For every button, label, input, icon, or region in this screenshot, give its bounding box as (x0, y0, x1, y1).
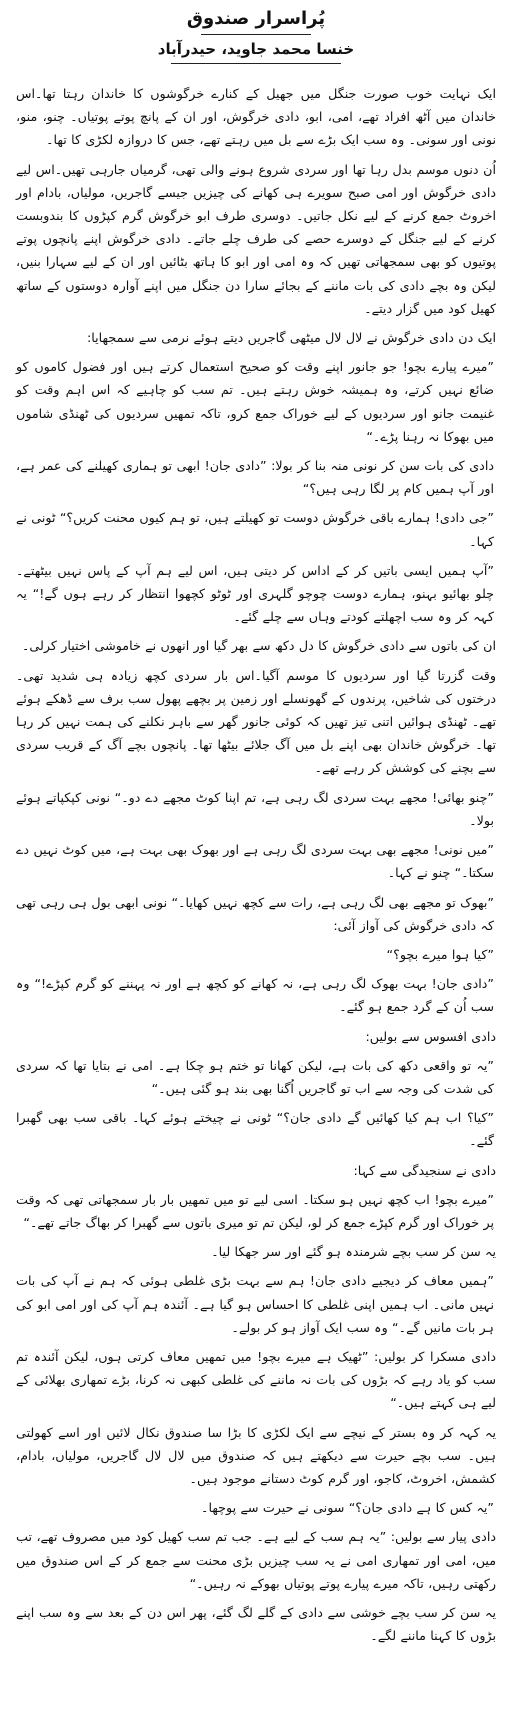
story-paragraph: دادی افسوس سے بولیں: (365, 1028, 496, 1044)
story-paragraph: ”بھوک تو مجھے بھی لگ رہی ہے، رات سے کچھ نہیں کھایا۔“ نونی ابھی بول ہی رہی تھی کہ دادی خرگوش کی آواز آئی: (16, 894, 494, 933)
story-paragraph: ایک نہایت خوب صورت جنگل میں جھیل کے کنارے خرگوشوں کا خاندان رہتا تھا۔اس خاندان میں آٹھ افراد تھے، امی، ابو، دادی خرگوش، اور ان کے پانچ پوتے پوتیاں۔ چنو، منو، نونی اور سونی۔ وہ سب ایک بڑے سے بل میں رہتے تھے، جس کا دروازہ لکڑی کا تھا۔ (16, 86, 496, 148)
story-body (16, 82, 496, 1647)
story-paragraph: ”کیا؟ اب ہم کیا کھائیں گے دادی جان؟“ ٹونی نے چیختے ہوئے کہا۔ باقی سب بھی گھبرا گئے۔ (16, 1110, 494, 1149)
story-paragraph: ”میرے پیارے بچو! جو جانور اپنے وقت کو صحیح استعمال کرتے ہیں اور فضول کاموں کو ضائع نہیں کرتے، وہ ہمیشہ خوش رہتے ہیں۔ تم سب کو چاہیے کہ اس اہم وقت کو غنیمت جانو اور سردیوں کے لیے خوراک جمع کرو، تاکہ تمھیں سردیوں کی ٹھنڈی شاموں میں بھوکا نہ رہنا پڑے۔“ (16, 359, 494, 444)
story-paragraph: اُن دنوں موسم بدل رہا تھا اور سردی شروع ہونے والی تھی، گرمیاں جارہی تھیں۔اس لیے دادی خرگوش اور امی صبح سویرے ہی کھانے کی چیزیں جیسے گاجریں، مولیاں، بادام اور اخروٹ جمع کرنے کے لیے نکل جاتیں۔ دوسری طرف ابو خرگوش گرم کپڑوں کا بندوبست کرنے کے لیے جنگل کے دوسرے حصے کی طرف چلے جاتے۔ دادی خرگوش اپنے پانچوں پوتے پوتیوں کو بھی سمجھاتی تھیں کہ وہ امی اور ابو کا ہاتھ بٹائیں اور ان کے لیے سہارا بنیں، لیکن وہ بچے دادی کی بات ماننے کے بجائے سارا دن جنگل میں اپنے آوارہ دوستوں کے ساتھ کھیل کود میں گزار دیتے۔ (16, 161, 496, 316)
author-line: خنسا محمد جاوید، حیدرآباد (157, 40, 355, 58)
story-paragraph: ”ہمیں معاف کر دیجیے دادی جان! ہم سے بہت بڑی غلطی ہوئی کہ ہم نے آپ کی بات نہیں مانی۔ اب ہمیں اپنی غلطی کا احساس ہو گیا ہے۔ آئندہ ہم آپ کی اور امی ابو کی ہر بات مانیں گے۔“ وہ سب ایک آواز ہو کر بولے۔ (16, 1273, 494, 1335)
story-paragraph: ان کی باتوں سے دادی خرگوش کا دل دکھ سے بھر گیا اور انھوں نے خاموشی اختیار کرلی۔ (21, 638, 496, 654)
story-paragraph: ”دادی جان! بہت بھوک لگ رہی ہے، نہ کھانے کو کچھ ہے اور نہ پہننے کو گرم کپڑے!“ وہ سب اُن کے گرد جمع ہو گئے۔ (16, 976, 494, 1015)
story-paragraph: یہ سن کر سب بچے شرمندہ ہو گئے اور سر جھکا لیا۔ (211, 1244, 496, 1260)
story-paragraph: ”میں نونی! مجھے بھی بہت سردی لگ رہی ہے اور بھوک بھی بہت ہے، میں کوٹ نہیں دے سکتا۔“ چنو نے کہا۔ (16, 842, 494, 881)
story-paragraph: ایک دن دادی خرگوش نے لال لال میٹھی گاجریں دیتے ہوئے نرمی سے سمجھایا: (87, 330, 496, 346)
story-paragraph: یہ کہہ کر وہ بستر کے نیچے سے ایک لکڑی کا بڑا سا صندوق نکال لائیں اور اسے کھولتی ہیں۔ سب بچے حیرت سے دیکھتے ہیں کہ صندوق میں لال لال گاجریں، مولیاں، بادام، کشمش، اخروٹ، کاجو، اور گرم کوٹ دستانے موجود ہیں۔ (16, 1424, 496, 1486)
story-paragraph: دادی کی بات سن کر نونی منہ بنا کر بولا: ”دادی جان! ابھی تو ہماری کھیلنے کی عمر ہے، اور آپ ہمیں کام پر لگا رہی ہیں؟“ (16, 458, 494, 497)
story-paragraph: دادی پیار سے بولیں: ”یہ ہم سب کے لیے ہے۔ جب تم سب کھیل کود میں مصروف تھے، تب میں، امی اور تمھاری امی نے یہ سب چیزیں بڑی محنت سے جمع کر کے اس صندوق میں رکھتی رہیں، تاکہ میرے پیارے پوتے پوتیاں بھوکے نہ رہیں۔“ (16, 1529, 496, 1591)
story-paragraph: ”یہ کس کا ہے دادی جان؟“ سونی نے حیرت سے پوچھا۔ (201, 1500, 494, 1516)
story-paragraph: ”آپ ہمیں ایسی باتیں کر کے اداس کر دیتی ہیں، اس لیے ہم آپ کے پاس نہیں بیٹھتے۔ چلو بھائیو بہنو، ہمارے دوست چوچو گلہری اور ٹوٹو کچھوا انتظار کر رہے ہوں گے!“ یہ کہہ کر وہ سب اچھلتے کودتے وہاں سے چلے گئے۔ (16, 562, 494, 625)
story-paragraph: دادی نے سنجیدگی سے کہا: (353, 1162, 496, 1178)
title-divider (201, 34, 311, 35)
story-paragraph: دادی مسکرا کر بولیں: ”ٹھیک ہے میرے بچو! میں تمھیں معاف کرتی ہوں، لیکن آئندہ تم سب کو یاد رہے کہ بڑوں کی بات نہ ماننے کی غلطی کبھی نہ کرنا، بڑے تمھاری بھلائی کے لیے ہی کہتے ہیں۔“ (16, 1348, 496, 1411)
story-paragraph: ”جی دادی! ہمارے باقی خرگوش دوست تو کھیلتے ہیں، تو ہم کیوں محنت کریں؟“ ٹونی نے کہا۔ (16, 510, 494, 549)
author-divider (171, 63, 341, 64)
story-paragraph: ”میرے بچو! اب کچھ نہیں ہو سکتا۔ اسی لیے تو میں تمھیں بار بار سمجھاتی تھی کہ وقت پر خوراک اور گرم کپڑے جمع کر لو، لیکن تم تو میری باتوں سے گھبرا کر بھاگ جاتے تھے۔“ (16, 1191, 494, 1230)
story-paragraph: ”یہ تو واقعی دکھ کی بات ہے، لیکن کھانا تو ختم ہو چکا ہے۔ امی نے بتایا تھا کہ سردی کی شدت کی وجہ سے اب تو گاجریں اُگنا بھی بند ہو گئی ہیں۔“ (16, 1057, 494, 1096)
story-title: پُراسرار صندوق (186, 8, 326, 29)
story-paragraph: ”کیا ہوا میرے بچو؟“ (386, 946, 494, 962)
story-paragraph: یہ سن کر سب بچے خوشی سے دادی کے گلے لگ گئے، پھر اس دن کے بعد سے وہ سب اپنے بڑوں کا کہنا ماننے لگے۔ (16, 1604, 496, 1644)
story-paragraph: ”چنو بھائی! مجھے بہت سردی لگ رہی ہے، تم اپنا کوٹ مجھے دے دو۔“ نونی کپکپاتے ہوئے بولا۔ (16, 789, 494, 828)
story-paragraph: وقت گزرتا گیا اور سردیوں کا موسم آگیا۔اس بار سردی کچھ زیادہ ہی شدید تھی۔ درختوں کی شاخیں، پرندوں کے گھونسلے اور زمین پر بچھے پھول سب برف سے ڈھکے ہوئے تھے۔ ٹھنڈی ہوائیں اتنی تیز تھیں کہ کوئی جانور گھر سے باہر نکلنے کی ہمت نہیں کر رہا تھا۔ خرگوش خاندان بھی اپنے بل میں آگ جلائے بیٹھا تھا۔ پانچوں بچے آگ کے قریب سردی سے بچنے کی کوشش کر رہے تھے۔ (16, 667, 496, 776)
